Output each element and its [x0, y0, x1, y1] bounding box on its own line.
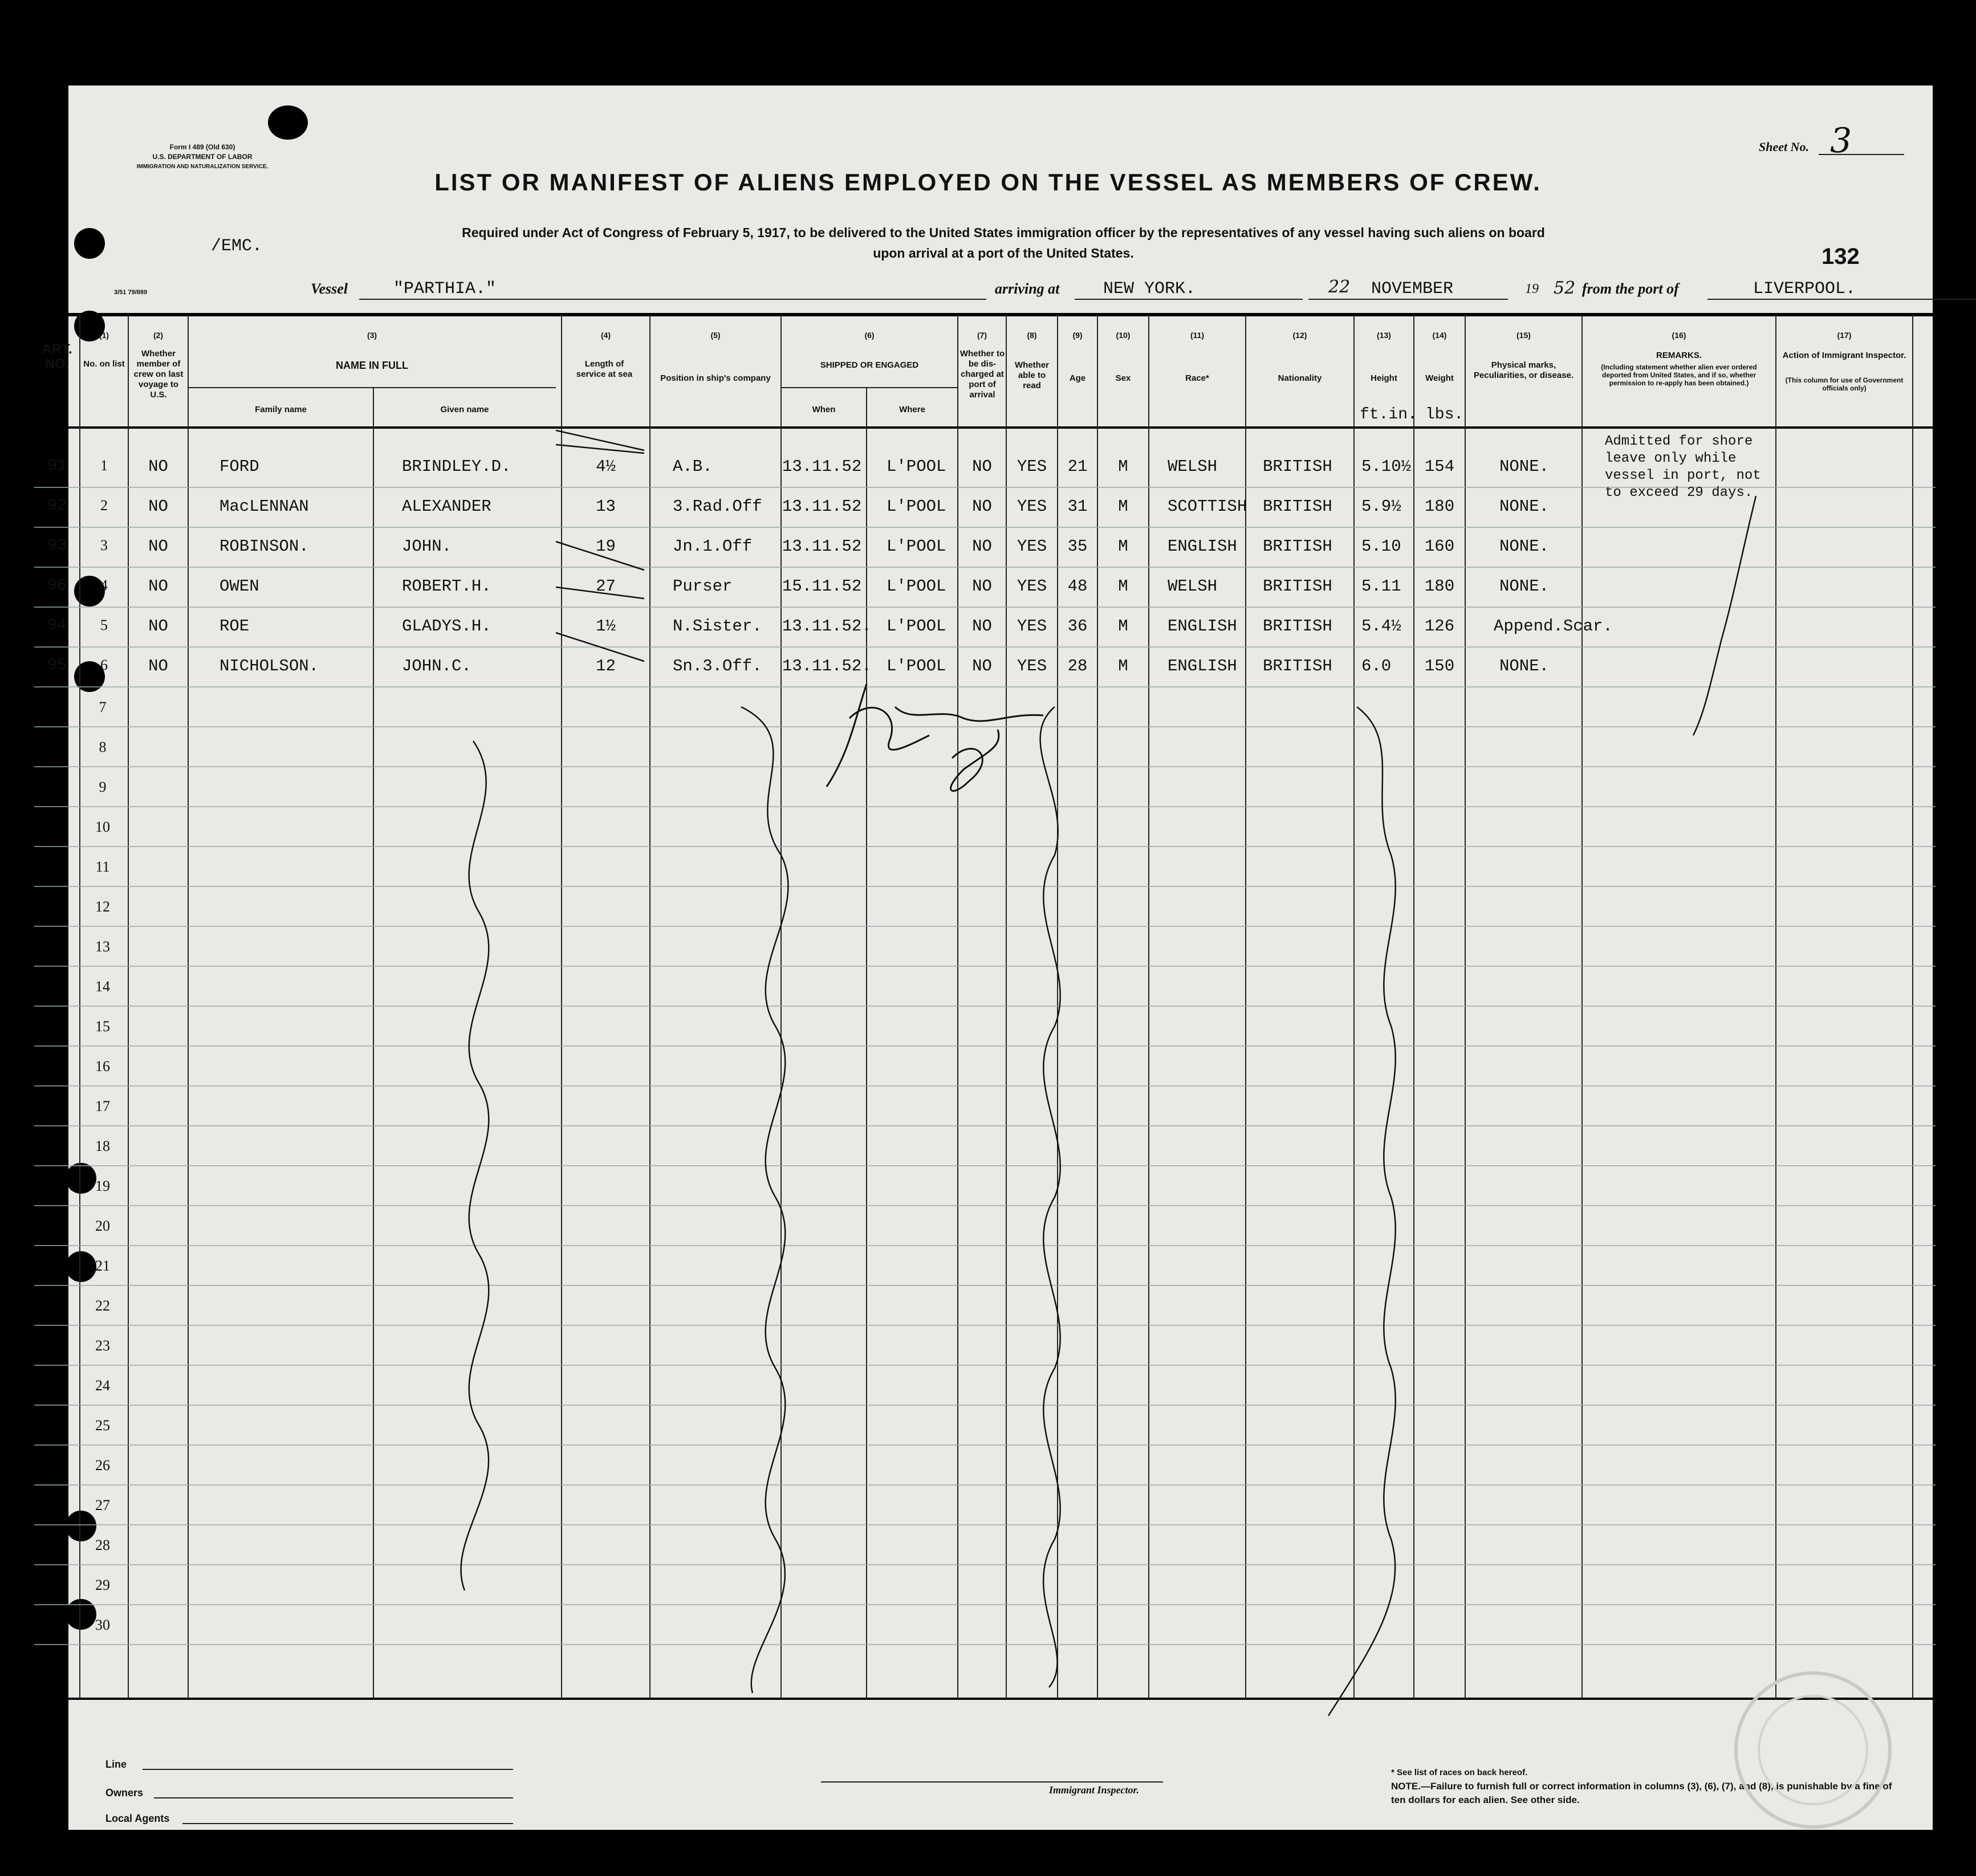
empty-row-number: 8	[99, 739, 107, 755]
row-list-no: 5	[100, 617, 108, 633]
inspector-label: Immigrant Inspector.	[1049, 1784, 1140, 1796]
row-height: 5.11	[1361, 577, 1401, 596]
col15-header: Physical marks, Peculiarities, or disease.	[1473, 360, 1574, 380]
row-position: Purser	[673, 577, 733, 596]
row-able-to-read: YES	[1017, 537, 1047, 556]
col13-header: Height	[1371, 373, 1397, 383]
col2-num: (2)	[153, 331, 164, 340]
col10-num: (10)	[1116, 331, 1131, 340]
agents-underline	[182, 1823, 513, 1824]
row-length-of-service: 19	[596, 537, 616, 556]
row-height: 5.9½	[1361, 497, 1401, 516]
row-height: 5.4½	[1361, 617, 1401, 636]
row-sex: M	[1118, 497, 1128, 516]
local-agents-label: Local Agents	[105, 1813, 170, 1824]
row-shipped-where: L'POOL	[887, 617, 946, 636]
row-shipped-when: 13.11.52	[782, 537, 862, 556]
row-nationality: BRITISH	[1263, 657, 1332, 675]
col14-header: Weight	[1425, 373, 1454, 383]
row-physical-marks: NONE.	[1499, 457, 1550, 476]
row-last-voyage: NO	[148, 497, 168, 516]
row-length-of-service: 27	[596, 577, 616, 596]
row-age: 21	[1067, 457, 1088, 476]
row-list-no: 3	[100, 537, 108, 554]
row-race: WELSH	[1168, 457, 1218, 476]
col5-num: (5)	[710, 331, 721, 340]
row-weight: 154	[1424, 457, 1455, 476]
row-discharge: NO	[972, 497, 992, 516]
department-name: U.S. DEPARTMENT OF LABOR	[152, 153, 253, 161]
height-unit: ft.in.	[1360, 406, 1417, 424]
subtitle-line-2: upon arrival at a port of the United States.	[873, 246, 1134, 261]
row-able-to-read: YES	[1017, 577, 1047, 596]
row-able-to-read: YES	[1017, 657, 1047, 675]
empty-row-number: 15	[95, 1018, 110, 1035]
col16-num: (16)	[1672, 331, 1686, 340]
row-sex: M	[1118, 577, 1128, 596]
col9-header: Age	[1069, 373, 1086, 383]
col3-header: NAME IN FULL	[336, 360, 408, 371]
row-sex: M	[1118, 457, 1128, 476]
year-century: 19	[1525, 282, 1539, 296]
row-physical-marks: NONE.	[1499, 577, 1550, 596]
arriving-label: arriving at	[995, 280, 1060, 297]
col17-num: (17)	[1837, 331, 1852, 340]
print-code: 3/51 79/889	[114, 289, 148, 296]
page-number: 132	[1822, 244, 1860, 269]
arrival-day: 22	[1328, 277, 1351, 297]
col8-header: Whether able to read	[1015, 360, 1049, 390]
col12-num: (12)	[1292, 331, 1307, 340]
col16-header: REMARKS.	[1656, 351, 1702, 360]
race-note: * See list of races on back hereof.	[1391, 1768, 1528, 1777]
col10-header: Sex	[1115, 373, 1131, 383]
col6-when-header: When	[812, 405, 836, 414]
row-age: 36	[1067, 617, 1088, 636]
empty-row-number: 29	[95, 1577, 110, 1593]
row-art-no: 94	[47, 617, 67, 634]
col6-num: (6)	[864, 331, 875, 340]
arrival-year: 52	[1554, 278, 1576, 298]
row-given-name: JOHN.C.	[402, 657, 471, 675]
row-height: 5.10½	[1361, 457, 1412, 476]
row-shipped-where: L'POOL	[887, 657, 946, 675]
row-race: ENGLISH	[1168, 657, 1237, 675]
row-able-to-read: YES	[1017, 457, 1047, 476]
row-list-no: 4	[100, 577, 108, 593]
signature	[815, 673, 1083, 809]
line-underline	[143, 1769, 513, 1770]
empty-row-number: 10	[95, 819, 110, 835]
row-length-of-service: 12	[596, 657, 616, 675]
row-last-voyage: NO	[148, 457, 168, 476]
owners-label: Owners	[105, 1787, 144, 1798]
row-age: 48	[1067, 577, 1088, 596]
row-position: 3.Rad.Off	[673, 497, 762, 516]
row-age: 28	[1067, 657, 1088, 675]
office-mark: /EMC.	[211, 237, 263, 256]
row-length-of-service: 13	[596, 497, 616, 516]
empty-row-number: 18	[95, 1138, 110, 1154]
row-list-no: 6	[100, 657, 108, 673]
row-art-no: 95	[47, 657, 67, 674]
empty-row-number: 25	[95, 1417, 110, 1434]
row-family-name: OWEN	[219, 577, 259, 596]
empty-row-number: 26	[95, 1457, 110, 1474]
empty-row-number: 23	[95, 1337, 110, 1354]
row-sex: M	[1118, 617, 1128, 636]
empty-row-number: 21	[95, 1258, 110, 1274]
col3-family-header: Family name	[255, 405, 307, 414]
col13-num: (13)	[1377, 331, 1391, 340]
row-given-name: ALEXANDER	[402, 497, 491, 516]
row-discharge: NO	[972, 457, 992, 476]
row-position: Jn.1.Off	[673, 537, 753, 556]
col4-num: (4)	[600, 331, 611, 340]
departure-port: LIVERPOOL.	[1753, 279, 1856, 299]
empty-row-number: 7	[99, 699, 107, 715]
row-race: WELSH	[1168, 577, 1218, 596]
from-port-label: from the port of	[1582, 280, 1679, 297]
row-discharge: NO	[972, 577, 992, 596]
subtitle-line-1: Required under Act of Congress of February 5, 1917, to be delivered to the United States immigration officer by the representatives of any vessel having such aliens on board	[462, 225, 1545, 240]
row-sex: M	[1118, 657, 1128, 675]
col6-where-header: Where	[899, 405, 925, 414]
row-shipped-where: L'POOL	[887, 457, 946, 476]
embossed-seal	[1710, 1665, 1916, 1836]
row-nationality: BRITISH	[1263, 457, 1332, 476]
empty-row-number: 16	[95, 1058, 110, 1075]
row-family-name: ROBINSON.	[219, 537, 309, 556]
row-last-voyage: NO	[148, 537, 168, 556]
col16-note: (Including statement whether alien ever ordered deported from United States, and if so, whether permission to re-apply has been obtained.)	[1601, 363, 1757, 387]
row-position: Sn.3.Off.	[673, 657, 762, 675]
col3-num: (3)	[367, 331, 377, 340]
row-family-name: FORD	[219, 457, 259, 476]
row-weight: 126	[1424, 617, 1455, 636]
col17-header: Action of Immigrant Inspector.	[1782, 351, 1906, 360]
row-list-no: 2	[100, 497, 108, 514]
row-last-voyage: NO	[148, 617, 168, 636]
row-physical-marks: NONE.	[1499, 497, 1550, 516]
row-physical-marks: Append.Scar.	[1494, 617, 1613, 636]
row-family-name: NICHOLSON.	[219, 657, 319, 675]
row-art-no: 92	[47, 497, 67, 515]
row-physical-marks: NONE.	[1499, 657, 1550, 675]
col17-note: (This column for use of Government officials only)	[1785, 376, 1904, 392]
sheet-number: 3	[1830, 121, 1852, 161]
vessel-label: Vessel	[311, 280, 348, 297]
col7-num: (7)	[977, 331, 987, 340]
owners-underline	[154, 1797, 513, 1798]
row-weight: 180	[1424, 577, 1455, 596]
empty-row-number: 12	[95, 898, 110, 915]
row-shipped-when: 13.11.52	[782, 457, 862, 476]
row-race: ENGLISH	[1168, 537, 1237, 556]
row-shipped-when: 13.11.52.	[782, 657, 872, 675]
row-shipped-where: L'POOL	[887, 537, 946, 556]
col11-header: Race*	[1185, 373, 1209, 383]
row-given-name: JOHN.	[402, 537, 452, 556]
row-weight: 160	[1424, 537, 1455, 556]
col7-header: Whether to be dis-charged at port of arrival	[959, 349, 1005, 400]
row-family-name: ROE	[219, 617, 250, 636]
empty-row-number: 27	[95, 1497, 110, 1513]
row-nationality: BRITISH	[1263, 617, 1332, 636]
page-title: LIST OR MANIFEST OF ALIENS EMPLOYED ON THE VESSEL AS MEMBERS OF CREW.	[434, 169, 1542, 196]
row-given-name: GLADYS.H.	[402, 617, 491, 636]
arrival-port: NEW YORK.	[1103, 279, 1196, 299]
row-shipped-where: L'POOL	[887, 497, 946, 516]
row-family-name: MacLENNAN	[219, 497, 309, 516]
vessel-name: "PARTHIA."	[393, 279, 497, 299]
row-shipped-where: L'POOL	[887, 577, 946, 596]
row-nationality: BRITISH	[1263, 537, 1332, 556]
empty-row-number: 19	[95, 1178, 110, 1194]
service-name: IMMIGRATION AND NATURALIZATION SERVICE.	[136, 164, 269, 170]
col11-num: (11)	[1190, 331, 1205, 340]
row-shipped-when: 13.11.52	[782, 497, 862, 516]
col1-num: (1)	[99, 331, 109, 340]
arrival-month: NOVEMBER	[1371, 279, 1454, 299]
row-discharge: NO	[972, 657, 992, 675]
col3-given-header: Given name	[440, 405, 489, 414]
row-able-to-read: YES	[1017, 617, 1047, 636]
row-discharge: NO	[972, 537, 992, 556]
empty-row-number: 13	[95, 938, 110, 955]
row-weight: 150	[1424, 657, 1455, 675]
row-nationality: BRITISH	[1263, 577, 1332, 596]
row-nationality: BRITISH	[1263, 497, 1332, 516]
col6-header: SHIPPED OR ENGAGED	[820, 360, 919, 370]
col15-num: (15)	[1516, 331, 1531, 340]
col8-num: (8)	[1027, 331, 1037, 340]
empty-row-number: 11	[95, 858, 110, 875]
row-position: N.Sister.	[673, 617, 762, 636]
inspector-underline	[821, 1781, 1163, 1783]
row-discharge: NO	[972, 617, 992, 636]
col12-header: Nationality	[1278, 373, 1322, 383]
row-shipped-when: 15.11.52	[782, 577, 862, 596]
row-race: SCOTTISH	[1168, 497, 1247, 516]
col2-header: Whether member of crew on last voyage to U.S.	[133, 349, 184, 400]
row-height: 5.10	[1361, 537, 1401, 556]
empty-row-number: 9	[99, 779, 107, 795]
col9-num: (9)	[1072, 331, 1083, 340]
row-art-no: 96	[47, 577, 67, 595]
empty-row-number: 24	[95, 1377, 110, 1394]
col1-header: No. on list	[83, 359, 125, 369]
empty-row-number: 30	[95, 1617, 110, 1633]
row-given-name: BRINDLEY.D.	[402, 457, 511, 476]
empty-row-number: 20	[95, 1218, 110, 1234]
row-age: 31	[1067, 497, 1088, 516]
row-weight: 180	[1424, 497, 1455, 516]
empty-row-number: 17	[95, 1098, 110, 1114]
remarks-text: Admitted for shore leave only while vessel in port, not to exceed 29 days.	[1605, 434, 1761, 500]
empty-row-number: 22	[95, 1297, 110, 1314]
sheet-no-label: Sheet No.	[1759, 140, 1809, 154]
row-shipped-when: 13.11.52.	[782, 617, 872, 636]
row-age: 35	[1067, 537, 1088, 556]
row-physical-marks: NONE.	[1499, 537, 1550, 556]
line-label: Line	[105, 1759, 127, 1770]
row-art-no: 93	[47, 537, 67, 555]
row-given-name: ROBERT.H.	[402, 577, 491, 596]
row-list-no: 1	[100, 457, 108, 474]
row-race: ENGLISH	[1168, 617, 1237, 636]
row-length-of-service: 4½	[596, 457, 616, 476]
row-able-to-read: YES	[1017, 497, 1047, 516]
empty-row-number: 28	[95, 1537, 110, 1553]
empty-row-number: 14	[95, 978, 110, 995]
form-number: Form I 489 (Old 630)	[169, 143, 235, 151]
row-art-no: 91	[47, 457, 67, 475]
penalty-note: NOTE.—Failure to furnish full or correct information in columns (3), (6), (7), and (8), is punishable by a fine of ten dollars for each alien. See other side.	[1391, 1781, 1892, 1805]
row-sex: M	[1118, 537, 1128, 556]
weight-unit: lbs.	[1425, 406, 1464, 424]
row-position: A.B.	[673, 457, 713, 476]
row-last-voyage: NO	[148, 657, 168, 675]
col14-num: (14)	[1432, 331, 1447, 340]
row-height: 6.0	[1361, 657, 1392, 675]
col5-header: Position in ship's company	[660, 373, 771, 383]
row-length-of-service: 1½	[596, 617, 616, 636]
art-no-header: ART. NO.	[42, 341, 72, 372]
row-last-voyage: NO	[148, 577, 168, 596]
col4-header: Length of service at sea	[576, 359, 633, 379]
